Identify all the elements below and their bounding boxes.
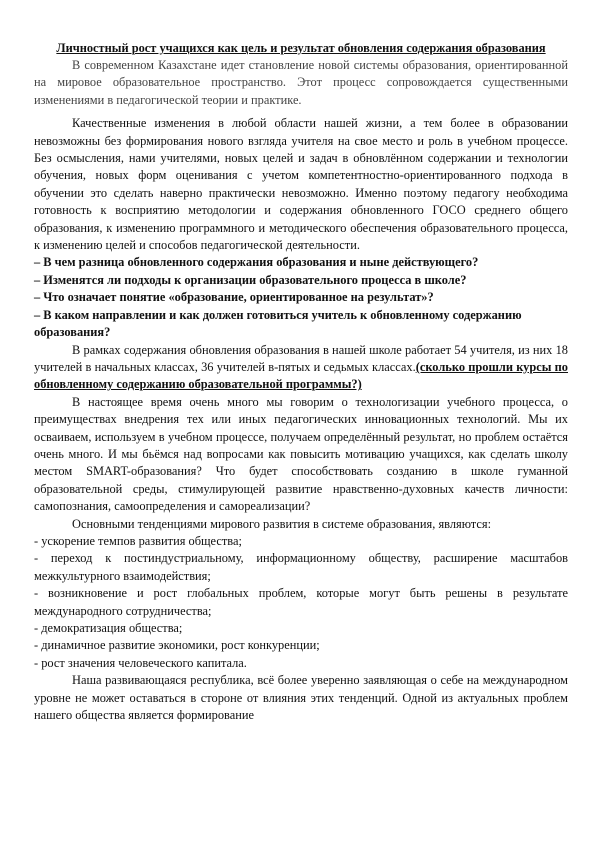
teachers-count-text: В рамках содержания обновления образования в нашей школе работает 54 учителя, из них 18 учителей в начальных классах, 36 учителей в-пятых и седьмых классах. xyxy=(34,342,568,374)
question-list xyxy=(34,254,568,341)
trend-item: - переход к постиндустриальному, информационному обществу, расширение масштабов межкультурного взаимодействия; xyxy=(34,551,568,583)
intro-paragraph: В современном Казахстане идет становление новой системы образования, ориентированной на мировое образовательное пространство. Этот процесс сопровождается существенными изменениями в педагогической теории и практике. xyxy=(34,58,568,107)
trend-item: - динамичное развитие экономики, рост конкуренции; xyxy=(34,638,320,653)
trends-list xyxy=(34,533,568,672)
trend-item: - рост значения человеческого капитала. xyxy=(34,655,247,670)
document-title: Личностный рост учащихся как цель и результат обновления содержания образования xyxy=(56,41,546,55)
trend-item: - демократизация общества; xyxy=(34,621,183,635)
paragraph-republic: Наша развивающаяся республика, всё более уверенно заявляющая о себе на международном уровне не может оставаться в стороне от влияния этих тенденций. Одной из актуальных проблем нашего общества является формирование xyxy=(34,673,568,723)
question-item: – В каком направлении и как должен готовиться учитель к обновленному содержанию образования? xyxy=(34,307,522,340)
question-item: – Что означает понятие «образование, ориентированное на результат»? xyxy=(34,290,434,305)
question-item: – Изменятся ли подходы к организации образовательного процесса в школе? xyxy=(34,272,467,287)
trend-item: - ускорение темпов развития общества; xyxy=(34,533,242,548)
trend-item: - возникновение и рост глобальных проблем, которые могут быть решены в результате международного сотрудничества; xyxy=(34,586,568,618)
paragraph-quality-changes: Качественные изменения в любой области нашей жизни, а тем более в образовании невозможны без формирования нового взгляда учителя на свое место и роль в учебном процессе. Без осмысления, нами учителями, новых целей и задач в обновлённом содержании и технологии обучения, новых форм оценивания с учетом компетентностно-ориентированного подхода в обучении это сделать наверно практически невозможно. Именно поэтому педагогу необходима готовность к восприятию методологии и содержания обновленного ГОСО среднего общего образования, к изменению программного и методического обеспечения образовательного процесса, к изменению целей и способов педагогической деятельности. xyxy=(34,116,568,253)
document-body xyxy=(34,40,568,724)
paragraph-technologization: В настоящее время очень много мы говорим о технологизации учебного процесса, о преимуществах внедрения тех или иных педагогических инновационных технологий. Мы их осваиваем, используем в учебном процессе, получаем определённый результат, но проблем остаётся очень много. И мы бьёмся над вопросами как повысить мотивацию учащихся, как сделать школу местом SMART-образования? Что будет способствовать созданию в школе гуманной образовательной среды, стимулирующей развитие нравственно-духовных качеств личности: самопознания, самоопределения и самореализации? xyxy=(34,394,568,514)
trends-intro: Основными тенденциями мирового развития в системе образования, являются: xyxy=(72,516,492,531)
courses-note: (сколько прошли курсы по обновленному содержанию образовательной программы?) xyxy=(34,359,568,392)
paragraph-school-teachers xyxy=(34,342,568,394)
question-item: – В чем разница обновленного содержания образования и ныне действующего? xyxy=(34,255,479,270)
